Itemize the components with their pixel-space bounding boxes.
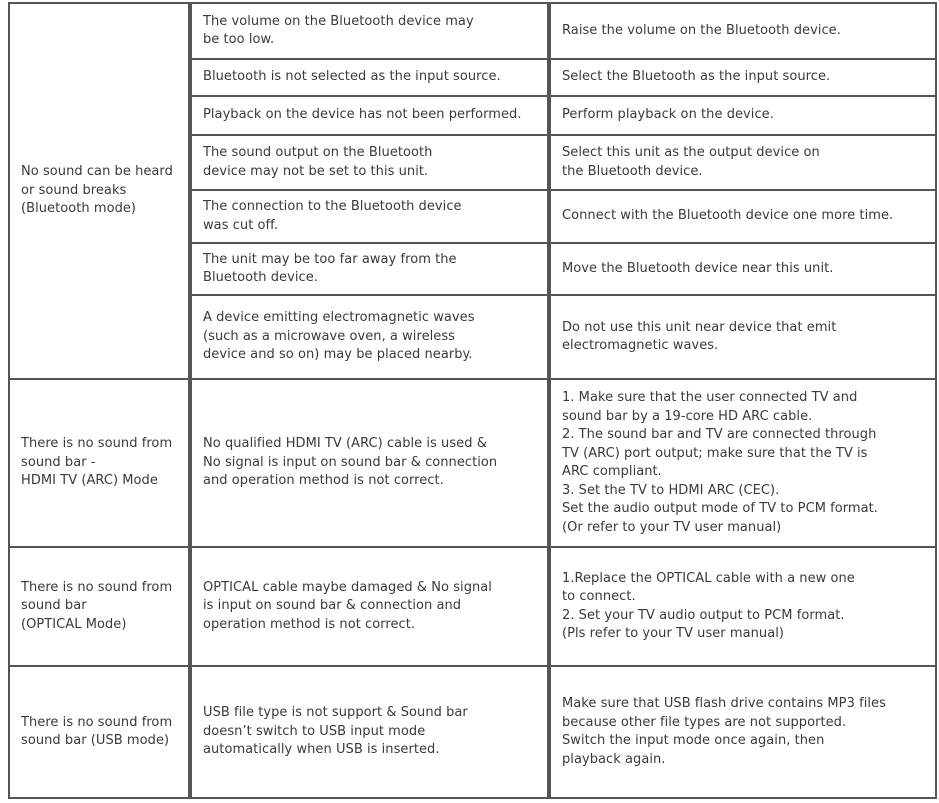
solution-cell [549, 665, 937, 799]
solution-text: Make sure that USB flash drive contains MP3 files because other file types are not supported. Switch the input mode once again, then playback again. [562, 696, 886, 767]
problem-text: There is no sound from sound bar (OPTICAL Mode) [21, 579, 173, 632]
solution-text: Move the Bluetooth device near this unit. [562, 260, 834, 276]
solution-cell [549, 294, 937, 380]
problem-text: No sound can be heard or sound breaks (Bluetooth mode) [21, 164, 173, 217]
cause-cell [190, 378, 549, 548]
cause-text: Playback on the device has not been performed. [203, 107, 522, 123]
solution-cell [549, 134, 937, 191]
solution-cell [549, 2, 937, 60]
cause-cell [190, 2, 549, 60]
problem-cell-optical [8, 546, 190, 667]
cause-cell [190, 95, 549, 136]
cause-text: USB file type is not support & Sound bar doesn’t switch to USB input mode automatically when USB is inserted. [203, 705, 468, 758]
solution-text: Do not use this unit near device that emit electromagnetic waves. [562, 319, 837, 353]
problem-cell-usb [8, 665, 190, 799]
cause-text: The volume on the Bluetooth device may be too low. [203, 13, 474, 47]
cause-text: Bluetooth is not selected as the input source. [203, 69, 501, 85]
cause-cell [190, 58, 549, 97]
solution-text: Connect with the Bluetooth device one more time. [562, 208, 894, 224]
cause-cell [190, 294, 549, 380]
cause-text: No qualified HDMI TV (ARC) cable is used & No signal is input on sound bar & connection and operation method is not correct. [203, 436, 498, 489]
solution-text: Perform playback on the device. [562, 107, 774, 123]
cause-cell [190, 189, 549, 244]
solution-cell [549, 189, 937, 244]
cause-cell [190, 546, 549, 667]
cause-cell [190, 134, 549, 191]
problem-text: There is no sound from sound bar - HDMI TV (ARC) Mode [21, 436, 173, 489]
solution-cell [549, 58, 937, 97]
cause-text: The connection to the Bluetooth device was cut off. [203, 199, 462, 233]
problem-cell-hdmi [8, 378, 190, 548]
cause-text: OPTICAL cable maybe damaged & No signal is input on sound bar & connection and operation method is not correct. [203, 579, 492, 632]
solution-text: 1.Replace the OPTICAL cable with a new one to connect. 2. Set your TV audio output to PCM format. (Pls refer to your TV user manual) [562, 570, 855, 641]
problem-text: There is no sound from sound bar (USB mode) [21, 714, 173, 748]
solution-cell [549, 546, 937, 667]
troubleshooting-table [8, 2, 937, 799]
solution-text: Select the Bluetooth as the input source. [562, 69, 831, 85]
solution-cell [549, 95, 937, 136]
solution-text: 1. Make sure that the user connected TV and sound bar by a 19-core HD ARC cable. 2. The sound bar and TV are connected through TV (ARC) port output; make sure that the TV is ARC compliant. 3. Set the TV to HDMI ARC (CEC). Set the audio output mode of TV to PCM format. (Or refer to your TV user manual) [562, 390, 878, 535]
cause-cell [190, 242, 549, 296]
cause-text: The sound output on the Bluetooth device may not be set to this unit. [203, 145, 433, 179]
solution-cell [549, 378, 937, 548]
cause-text: The unit may be too far away from the Bluetooth device. [203, 251, 457, 285]
solution-text: Select this unit as the output device on the Bluetooth device. [562, 145, 820, 179]
solution-text: Raise the volume on the Bluetooth device. [562, 22, 841, 38]
cause-text: A device emitting electromagnetic waves (such as a microwave oven, a wireless device and so on) may be placed nearby. [203, 310, 475, 363]
problem-cell-bluetooth [8, 2, 190, 380]
solution-cell [549, 242, 937, 296]
cause-cell [190, 665, 549, 799]
